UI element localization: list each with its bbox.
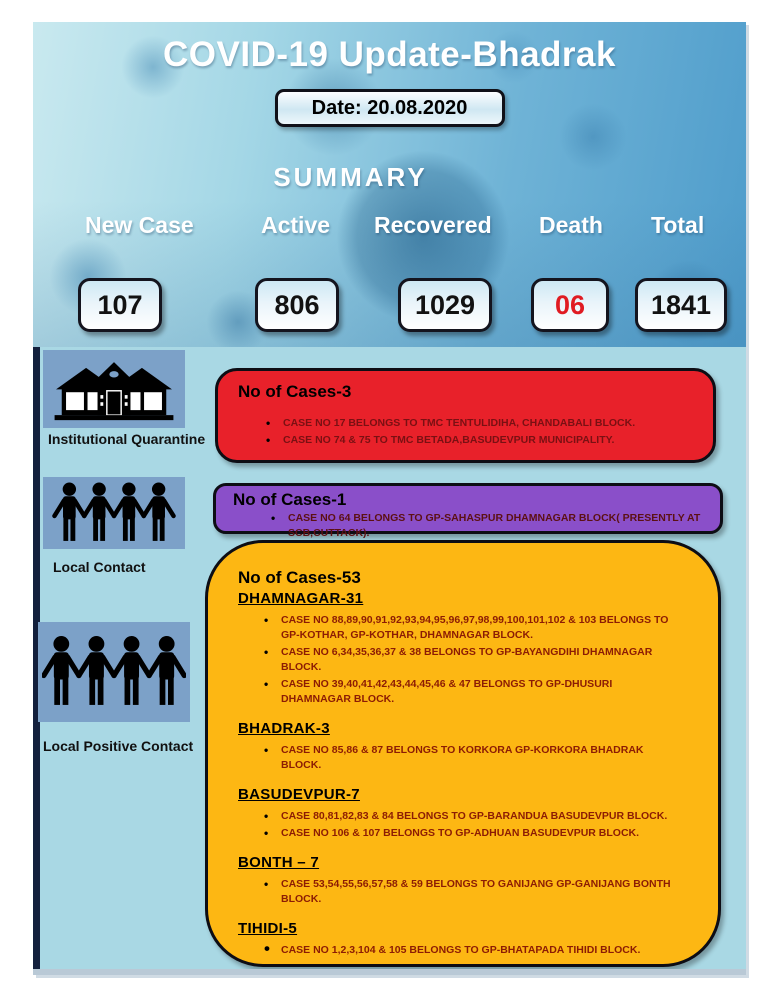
case-list [271, 511, 706, 541]
case-list [264, 743, 678, 773]
local-contact-tile [43, 477, 185, 549]
institutional-quarantine-card [215, 368, 716, 463]
stat-value-recovered [398, 278, 492, 332]
hero-section [33, 22, 746, 347]
case-item: • CASE NO 1,2,3,104 & 105 BELONGS TO GP-BHATAPADA TIHIDI BLOCK. [264, 943, 678, 958]
date-label: Date: 20.08.2020 [311, 96, 468, 119]
stat-value-death [531, 278, 609, 332]
case-item: • CASE NO 39,40,41,42,43,44,45,46 & 47 BELONGS TO GP-DHUSURI DHAMNAGAR BLOCK. [264, 677, 678, 707]
local-contact-label: Local Contact [53, 559, 146, 575]
local-positive-contact-tile [38, 622, 190, 722]
local-positive-contact-card [205, 540, 721, 967]
case-item: • CASE NO 85,86 & 87 BELONGS TO KORKORA GP-KORKORA BHADRAK BLOCK. [264, 743, 678, 773]
section-title-tihidi: TIHIDI-5 [238, 920, 298, 937]
case-item: • CASE NO 74 & 75 TO TMC BETADA,BASUDEVPUR MUNICIPALITY. [266, 433, 695, 448]
section-title-basudevpur: BASUDEVPUR-7 [238, 786, 360, 803]
case-item: • CASE NO 6,34,35,36,37 & 38 BELONGS TO GP-BAYANGDIHI DHAMNAGAR BLOCK. [264, 645, 678, 675]
stat-number: 06 [554, 289, 586, 320]
local-contact-card [213, 483, 723, 539]
case-item: • CASE NO 106 & 107 BELONGS TO GP-ADHUAN BASUDEVPUR BLOCK. [264, 826, 678, 841]
stat-label-recovered: Recovered [374, 212, 492, 238]
summary-heading: SUMMARY [273, 162, 428, 192]
people-chain-icon [48, 481, 180, 545]
details-section [33, 347, 746, 975]
stat-label-death: Death [539, 212, 603, 238]
section-title-bonth: BONTH – 7 [238, 854, 320, 871]
date-badge [275, 89, 505, 127]
case-item: • CASE NO 64 BELONGS TO GP-SAHASPUR DHAMNAGAR BLOCK( PRESENTLY AT SCB,CUTTACK). [271, 511, 706, 541]
case-list [264, 613, 678, 707]
card-heading: No of Cases-1 [233, 490, 347, 509]
stat-label-total: Total [651, 212, 705, 238]
local-positive-contact-label: Local Positive Contact [43, 738, 194, 754]
poster-content [33, 22, 746, 975]
stat-value-active [255, 278, 339, 332]
stat-value-new-case [78, 278, 162, 332]
stat-value-total [635, 278, 727, 332]
card-heading: No of Cases-3 [238, 382, 352, 401]
stat-number: 1029 [414, 289, 476, 320]
case-list [264, 809, 678, 841]
stat-number: 107 [97, 289, 143, 320]
stat-label-active: Active [261, 212, 331, 238]
case-list [264, 877, 678, 907]
institutional-quarantine-label: Institutional Quarantine [48, 431, 206, 447]
case-list [266, 416, 695, 448]
case-item: • CASE NO 17 BELONGS TO TMC TENTULIDIHA, CHANDABALI BLOCK. [266, 416, 695, 431]
case-item: • CASE NO 88,89,90,91,92,93,94,95,96,97,98,99,100,101,102 & 103 BELONGS TO GP-KOTHAR, GP-KOTHAR, DHAMNAGAR BLOCK. [264, 613, 678, 643]
quarantine-building-icon [51, 355, 177, 423]
section-title-dhamnagar: DHAMNAGAR-31 [238, 590, 364, 607]
case-item: • CASE 53,54,55,56,57,58 & 59 BELONGS TO GANIJANG GP-GANIJANG BONTH BLOCK. [264, 877, 678, 907]
case-list [264, 943, 678, 958]
stat-label-new-case: New Case [85, 212, 194, 238]
page-title: COVID-19 Update-Bhadrak [163, 35, 616, 74]
stat-number: 806 [274, 289, 320, 320]
institutional-quarantine-tile [43, 350, 185, 428]
stat-number: 1841 [650, 289, 712, 320]
case-item: • CASE 80,81,82,83 & 84 BELONGS TO GP-BARANDUA BASUDEVPUR BLOCK. [264, 809, 678, 824]
people-chain-icon [42, 628, 186, 716]
card-heading: No of Cases-53 [238, 568, 361, 587]
section-title-bhadrak: BHADRAK-3 [238, 720, 330, 737]
